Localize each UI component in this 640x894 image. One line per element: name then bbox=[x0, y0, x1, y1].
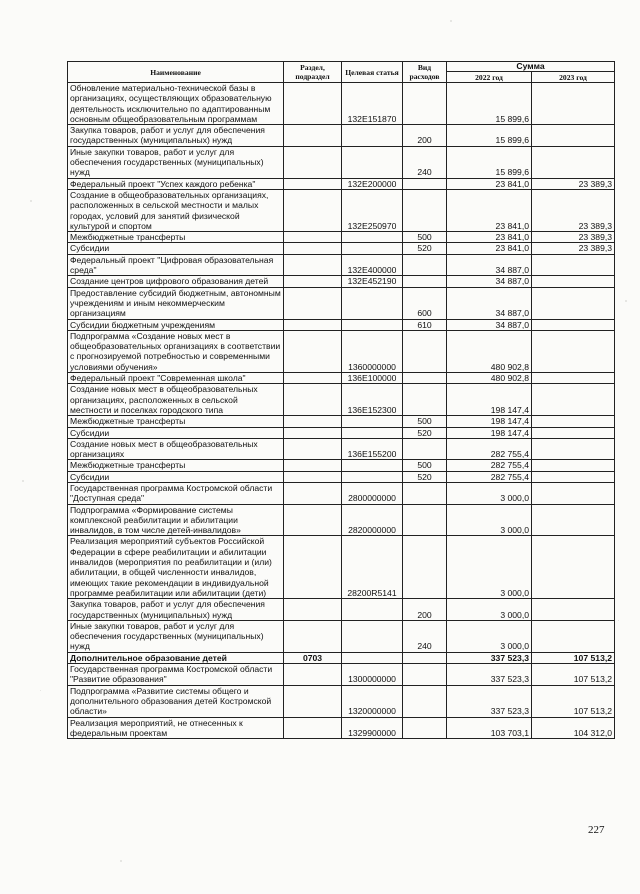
cell-type: 500 bbox=[403, 416, 447, 427]
cell-section bbox=[284, 373, 342, 384]
cell-target: 136Е100000 bbox=[342, 373, 403, 384]
cell-type bbox=[403, 254, 447, 276]
cell-name: Государственная программа Костромской области "Доступная среда" bbox=[68, 482, 284, 504]
cell-name: Реализация мероприятий, не отнесенных к федеральным проектам bbox=[68, 717, 284, 739]
col-target-header: Целевая статья bbox=[342, 62, 403, 83]
cell-name: Межбюджетные трансферты bbox=[68, 232, 284, 243]
table-header bbox=[68, 62, 615, 83]
cell-2023: 107 513,2 bbox=[532, 685, 615, 717]
cell-type: 610 bbox=[403, 319, 447, 330]
cell-target bbox=[342, 319, 403, 330]
cell-2023: 23 389,3 bbox=[532, 232, 615, 243]
cell-name: Субсидии bbox=[68, 471, 284, 482]
table-row bbox=[68, 482, 615, 504]
cell-2023 bbox=[532, 471, 615, 482]
cell-target: 1300000000 bbox=[342, 664, 403, 686]
cell-section bbox=[284, 319, 342, 330]
col-name-header: Наименование bbox=[68, 62, 284, 83]
cell-name: Закупка товаров, работ и услуг для обеспечения государственных (муниципальных) нужд bbox=[68, 125, 284, 147]
cell-name: Дополнительное образование детей bbox=[68, 652, 284, 663]
cell-2022: 337 523,3 bbox=[447, 664, 532, 686]
cell-type: 200 bbox=[403, 125, 447, 147]
cell-name: Государственная программа Костромской области "Развитие образования" bbox=[68, 664, 284, 686]
table-row bbox=[68, 232, 615, 243]
cell-section bbox=[284, 287, 342, 319]
cell-2022: 15 899,6 bbox=[447, 83, 532, 125]
cell-name: Предоставление субсидий бюджетным, автономным учреждениям и иным некоммерческим организациям bbox=[68, 287, 284, 319]
cell-target: 2820000000 bbox=[342, 504, 403, 536]
table-row bbox=[68, 384, 615, 416]
cell-2022: 282 755,4 bbox=[447, 471, 532, 482]
cell-2023: 104 312,0 bbox=[532, 717, 615, 739]
col-2022-header: 2022 год bbox=[447, 72, 532, 83]
cell-target: 1360000000 bbox=[342, 330, 403, 372]
cell-section: 0703 bbox=[284, 652, 342, 663]
cell-2022: 34 887,0 bbox=[447, 254, 532, 276]
table-row bbox=[68, 620, 615, 652]
cell-type bbox=[403, 276, 447, 287]
cell-type: 520 bbox=[403, 243, 447, 254]
cell-type: 240 bbox=[403, 620, 447, 652]
table-row bbox=[68, 427, 615, 438]
cell-2022: 23 841,0 bbox=[447, 232, 532, 243]
cell-section bbox=[284, 664, 342, 686]
cell-target: 2800000000 bbox=[342, 482, 403, 504]
cell-type bbox=[403, 384, 447, 416]
cell-name: Субсидии bbox=[68, 427, 284, 438]
cell-2022: 15 899,6 bbox=[447, 125, 532, 147]
cell-section bbox=[284, 504, 342, 536]
table-row bbox=[68, 685, 615, 717]
col-type-header: Вид расходов bbox=[403, 62, 447, 83]
cell-2023 bbox=[532, 146, 615, 178]
cell-type: 500 bbox=[403, 232, 447, 243]
table-row bbox=[68, 330, 615, 372]
cell-section bbox=[284, 232, 342, 243]
cell-2022: 3 000,0 bbox=[447, 599, 532, 621]
cell-section bbox=[284, 189, 342, 231]
cell-target bbox=[342, 427, 403, 438]
table-row bbox=[68, 416, 615, 427]
cell-name: Реализация мероприятий субъектов Российской Федерации в сфере реабилитации и абилитации инвалидов (мероприятия по реабилитации и (или) абилитации, в общей численности инвалидов, имеющих такие рекомендации в индивидуальной программе реабилитации или абилитации (дети) bbox=[68, 536, 284, 599]
table-row bbox=[68, 717, 615, 739]
cell-2023 bbox=[532, 125, 615, 147]
cell-name: Федеральный проект "Цифровая образовательная среда" bbox=[68, 254, 284, 276]
cell-2023 bbox=[532, 536, 615, 599]
cell-section bbox=[284, 146, 342, 178]
table-row bbox=[68, 189, 615, 231]
cell-2022: 23 841,0 bbox=[447, 178, 532, 189]
cell-2023 bbox=[532, 373, 615, 384]
cell-target bbox=[342, 460, 403, 471]
cell-section bbox=[284, 427, 342, 438]
cell-2022: 337 523,3 bbox=[447, 652, 532, 663]
cell-type: 520 bbox=[403, 427, 447, 438]
cell-2022: 15 899,6 bbox=[447, 146, 532, 178]
table-row bbox=[68, 652, 615, 663]
cell-2023 bbox=[532, 438, 615, 460]
table-row bbox=[68, 536, 615, 599]
cell-section bbox=[284, 536, 342, 599]
cell-section bbox=[284, 254, 342, 276]
cell-target bbox=[342, 416, 403, 427]
cell-type bbox=[403, 482, 447, 504]
cell-2022: 198 147,4 bbox=[447, 416, 532, 427]
cell-2022: 34 887,0 bbox=[447, 319, 532, 330]
cell-2023 bbox=[532, 276, 615, 287]
cell-type bbox=[403, 83, 447, 125]
cell-2023: 107 513,2 bbox=[532, 652, 615, 663]
cell-type bbox=[403, 504, 447, 536]
cell-2022: 3 000,0 bbox=[447, 536, 532, 599]
cell-type bbox=[403, 664, 447, 686]
cell-2022: 337 523,3 bbox=[447, 685, 532, 717]
cell-2023 bbox=[532, 482, 615, 504]
cell-target bbox=[342, 232, 403, 243]
cell-name: Межбюджетные трансферты bbox=[68, 416, 284, 427]
cell-target bbox=[342, 125, 403, 147]
cell-type: 600 bbox=[403, 287, 447, 319]
cell-target: 136Е152300 bbox=[342, 384, 403, 416]
cell-type: 240 bbox=[403, 146, 447, 178]
cell-target: 132Е400000 bbox=[342, 254, 403, 276]
cell-type bbox=[403, 438, 447, 460]
cell-name: Межбюджетные трансферты bbox=[68, 460, 284, 471]
budget-table bbox=[67, 61, 615, 739]
cell-section bbox=[284, 620, 342, 652]
cell-name: Субсидии бюджетным учреждениям bbox=[68, 319, 284, 330]
cell-type bbox=[403, 373, 447, 384]
cell-section bbox=[284, 717, 342, 739]
cell-2023: 23 389,3 bbox=[532, 189, 615, 231]
cell-target bbox=[342, 620, 403, 652]
cell-2022: 198 147,4 bbox=[447, 384, 532, 416]
cell-name: Подпрограмма «Формирование системы комплексной реабилитации и абилитации инвалидов, в том числе детей-инвалидов» bbox=[68, 504, 284, 536]
cell-name: Закупка товаров, работ и услуг для обеспечения государственных (муниципальных) нужд bbox=[68, 599, 284, 621]
cell-name: Подпрограмма «Создание новых мест в общеобразовательных организациях в соответствии с прогнозируемой потребностью и современными условиями обучения» bbox=[68, 330, 284, 372]
cell-target: 132Е200000 bbox=[342, 178, 403, 189]
cell-type: 500 bbox=[403, 460, 447, 471]
cell-2023 bbox=[532, 427, 615, 438]
table-row bbox=[68, 438, 615, 460]
cell-2023 bbox=[532, 319, 615, 330]
cell-target: 136Е155200 bbox=[342, 438, 403, 460]
table-row bbox=[68, 664, 615, 686]
cell-name: Создание в общеобразовательных организациях, расположенных в сельской местности и малых городах, условий для занятий физической культурой и спортом bbox=[68, 189, 284, 231]
cell-type bbox=[403, 652, 447, 663]
cell-target: 1329900000 bbox=[342, 717, 403, 739]
cell-2023 bbox=[532, 384, 615, 416]
cell-name: Субсидии bbox=[68, 243, 284, 254]
cell-target bbox=[342, 146, 403, 178]
cell-section bbox=[284, 178, 342, 189]
table-row bbox=[68, 373, 615, 384]
cell-name: Создание новых мест в общеобразовательных организациях bbox=[68, 438, 284, 460]
cell-section bbox=[284, 460, 342, 471]
cell-2023 bbox=[532, 599, 615, 621]
cell-2022: 103 703,1 bbox=[447, 717, 532, 739]
table-row bbox=[68, 287, 615, 319]
cell-2022: 480 902,8 bbox=[447, 330, 532, 372]
cell-name: Создание новых мест в общеобразовательных организациях, расположенных в сельской местности и поселках городского типа bbox=[68, 384, 284, 416]
cell-target: 132Е452190 bbox=[342, 276, 403, 287]
cell-2023 bbox=[532, 83, 615, 125]
cell-2022: 282 755,4 bbox=[447, 438, 532, 460]
cell-2023 bbox=[532, 504, 615, 536]
table-row bbox=[68, 460, 615, 471]
cell-type bbox=[403, 178, 447, 189]
cell-type bbox=[403, 685, 447, 717]
cell-section bbox=[284, 330, 342, 372]
cell-target: 1320000000 bbox=[342, 685, 403, 717]
cell-section bbox=[284, 685, 342, 717]
cell-2022: 198 147,4 bbox=[447, 427, 532, 438]
cell-section bbox=[284, 471, 342, 482]
cell-2022: 3 000,0 bbox=[447, 504, 532, 536]
cell-name: Обновление материально-технической базы в организациях, осуществляющих образовательную деятельность исключительно по адаптированным основным общеобразовательным программам bbox=[68, 83, 284, 125]
cell-name: Федеральный проект "Современная школа" bbox=[68, 373, 284, 384]
cell-2022: 34 887,0 bbox=[447, 276, 532, 287]
table-row bbox=[68, 146, 615, 178]
cell-section bbox=[284, 416, 342, 427]
cell-2023 bbox=[532, 330, 615, 372]
table-row bbox=[68, 243, 615, 254]
cell-type bbox=[403, 330, 447, 372]
cell-2022: 23 841,0 bbox=[447, 243, 532, 254]
cell-section bbox=[284, 384, 342, 416]
cell-section bbox=[284, 243, 342, 254]
table-row bbox=[68, 125, 615, 147]
cell-target: 132Е151870 bbox=[342, 83, 403, 125]
cell-name: Иные закупки товаров, работ и услуг для обеспечения государственных (муниципальных) нужд bbox=[68, 620, 284, 652]
table-row bbox=[68, 178, 615, 189]
cell-name: Федеральный проект "Успех каждого ребенка" bbox=[68, 178, 284, 189]
col-sum-header: Сумма bbox=[447, 62, 615, 72]
cell-2023: 23 389,3 bbox=[532, 178, 615, 189]
cell-2023 bbox=[532, 287, 615, 319]
cell-name: Иные закупки товаров, работ и услуг для обеспечения государственных (муниципальных) нужд bbox=[68, 146, 284, 178]
table-row bbox=[68, 471, 615, 482]
cell-2023 bbox=[532, 460, 615, 471]
cell-2023 bbox=[532, 416, 615, 427]
col-2023-header: 2023 год bbox=[532, 72, 615, 83]
cell-2022: 282 755,4 bbox=[447, 460, 532, 471]
cell-2022: 34 887,0 bbox=[447, 287, 532, 319]
table-row bbox=[68, 599, 615, 621]
cell-target: 28200R5141 bbox=[342, 536, 403, 599]
cell-type bbox=[403, 717, 447, 739]
cell-section bbox=[284, 125, 342, 147]
cell-type: 200 bbox=[403, 599, 447, 621]
page-number: 227 bbox=[588, 824, 605, 836]
cell-2023: 23 389,3 bbox=[532, 243, 615, 254]
cell-target: 132Е250970 bbox=[342, 189, 403, 231]
cell-target bbox=[342, 599, 403, 621]
cell-2022: 480 902,8 bbox=[447, 373, 532, 384]
cell-type: 520 bbox=[403, 471, 447, 482]
cell-section bbox=[284, 599, 342, 621]
cell-2022: 3 000,0 bbox=[447, 482, 532, 504]
cell-target bbox=[342, 652, 403, 663]
cell-type bbox=[403, 189, 447, 231]
cell-section bbox=[284, 482, 342, 504]
table-row bbox=[68, 319, 615, 330]
cell-target bbox=[342, 471, 403, 482]
col-section-header: Раздел, подраздел bbox=[284, 62, 342, 83]
table-row bbox=[68, 83, 615, 125]
table-row bbox=[68, 254, 615, 276]
cell-2023 bbox=[532, 254, 615, 276]
cell-target bbox=[342, 243, 403, 254]
cell-name: Создание центров цифрового образования детей bbox=[68, 276, 284, 287]
cell-target bbox=[342, 287, 403, 319]
cell-name: Подпрограмма «Развитие системы общего и дополнительного образования детей Костромской области» bbox=[68, 685, 284, 717]
cell-2023: 107 513,2 bbox=[532, 664, 615, 686]
cell-section bbox=[284, 83, 342, 125]
cell-type bbox=[403, 536, 447, 599]
table-row bbox=[68, 276, 615, 287]
table-body bbox=[68, 83, 615, 739]
cell-2022: 3 000,0 bbox=[447, 620, 532, 652]
cell-section bbox=[284, 438, 342, 460]
cell-2022: 23 841,0 bbox=[447, 189, 532, 231]
cell-2023 bbox=[532, 620, 615, 652]
cell-section bbox=[284, 276, 342, 287]
table-row bbox=[68, 504, 615, 536]
